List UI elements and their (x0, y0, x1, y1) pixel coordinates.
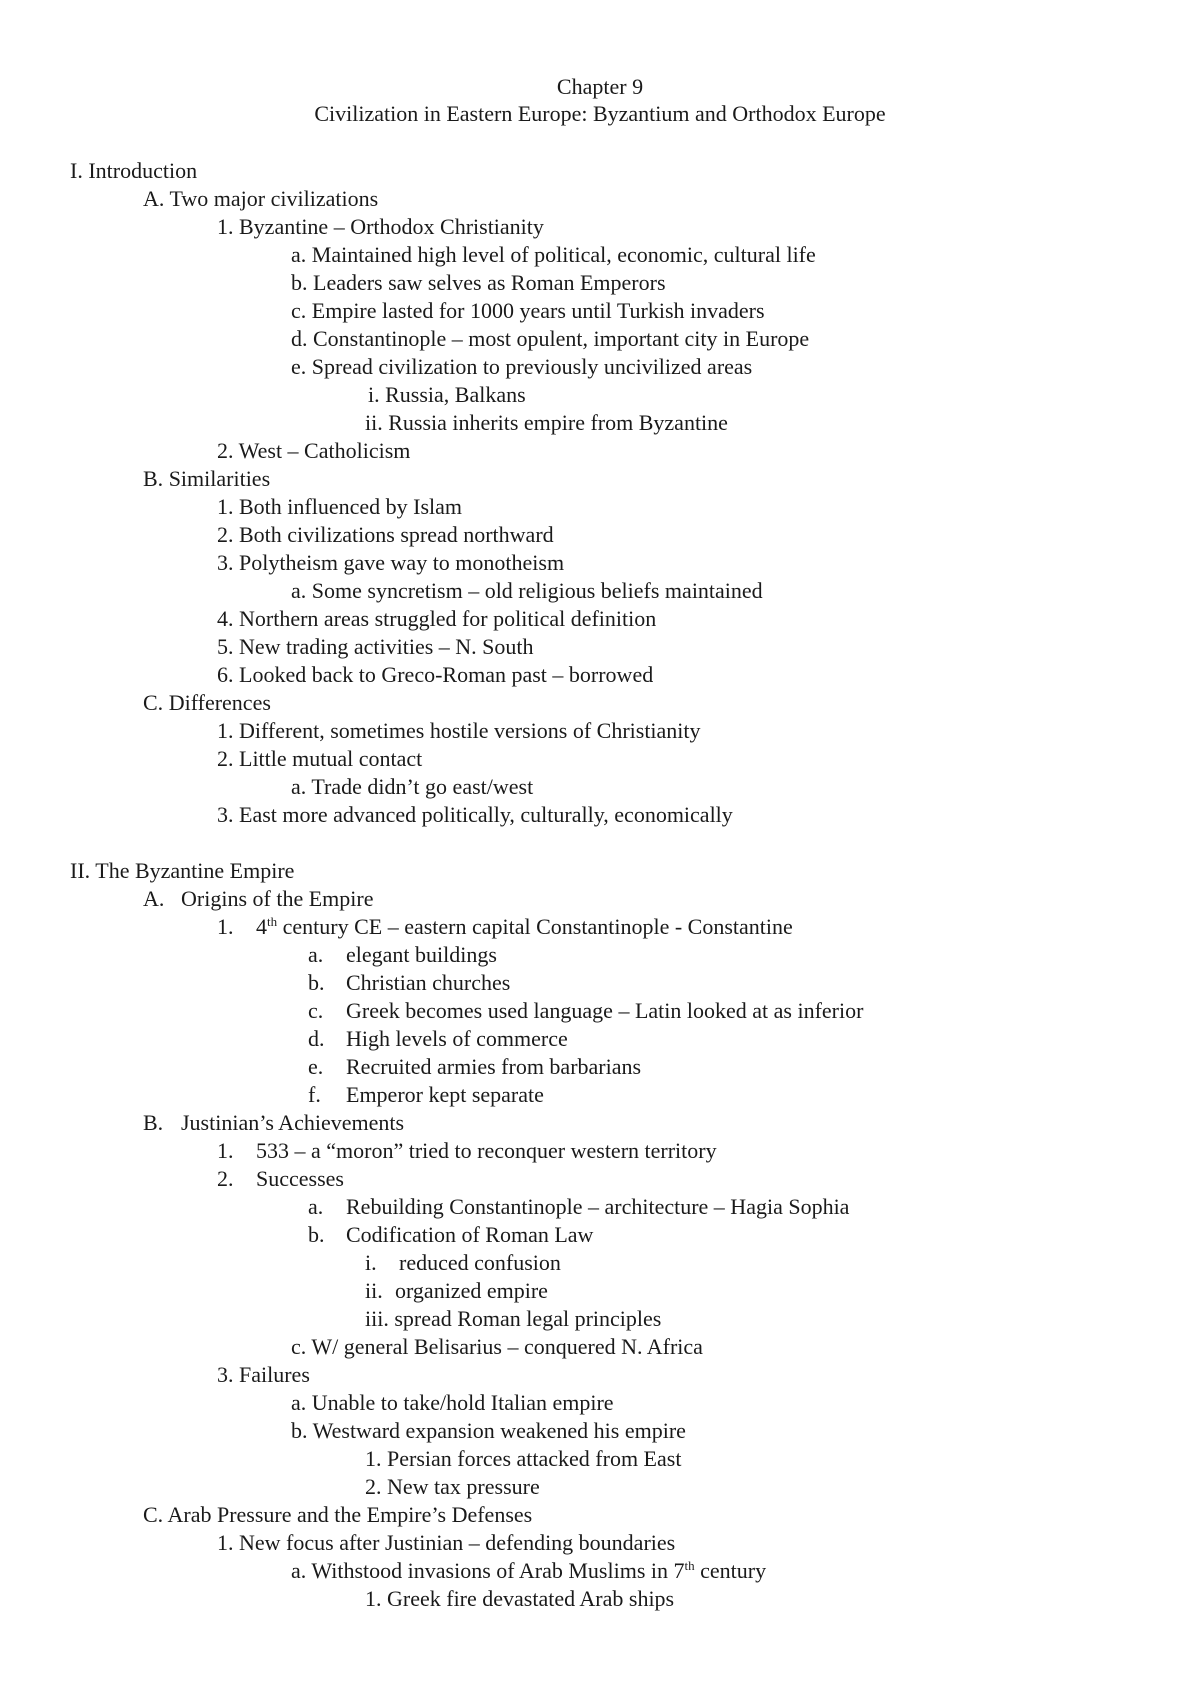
outline-item: a. Withstood invasions of Arab Muslims in 7th century (291, 1558, 767, 1583)
outline-item: c. Greek becomes used language – Latin looked at as inferior (308, 998, 864, 1023)
outline-item: 1. Persian forces attacked from East (365, 1446, 682, 1471)
outline-item: c. W/ general Belisarius – conquered N. Africa (291, 1334, 703, 1359)
outline-item: c. Empire lasted for 1000 years until Turkish invaders (291, 298, 765, 323)
document-title: Civilization in Eastern Europe: Byzantium and Orthodox Europe (314, 101, 886, 126)
outline-item: d. Constantinople – most opulent, important city in Europe (291, 326, 810, 351)
outline-item: 3. East more advanced politically, culturally, economically (217, 802, 733, 827)
outline-item: 6. Looked back to Greco-Roman past – borrowed (217, 662, 654, 687)
outline-item: 2. Both civilizations spread northward (217, 522, 554, 547)
outline-item: b. Christian churches (308, 970, 511, 995)
outline-item: 3. Polytheism gave way to monotheism (217, 550, 565, 575)
outline-item: e. Spread civilization to previously uncivilized areas (291, 354, 753, 379)
outline-item: 1. 4th century CE – eastern capital Constantinople - Constantine (217, 914, 793, 939)
outline-item: f. Emperor kept separate (308, 1082, 544, 1107)
outline-item: 2. New tax pressure (365, 1474, 540, 1499)
outline-item: 1. Byzantine – Orthodox Christianity (217, 214, 544, 239)
outline-item: A. Origins of the Empire (143, 886, 374, 911)
chapter-heading: Chapter 9 (556, 74, 644, 99)
outline-item: I. Introduction (70, 158, 198, 183)
outline-item: ii. Russia inherits empire from Byzantine (365, 410, 728, 435)
outline-item: A. Two major civilizations (143, 186, 379, 211)
outline-item: e. Recruited armies from barbarians (308, 1054, 642, 1079)
outline-item: 1. New focus after Justinian – defending boundaries (217, 1530, 676, 1555)
outline-item: 3. Failures (217, 1362, 310, 1387)
outline-item: i. Russia, Balkans (368, 382, 526, 407)
outline-item: a. Rebuilding Constantinople – architecture – Hagia Sophia (308, 1194, 850, 1219)
outline-item: 4. Northern areas struggled for political definition (217, 606, 657, 631)
outline-item: ii. organized empire (365, 1278, 548, 1303)
outline-item: II. The Byzantine Empire (70, 858, 295, 883)
outline-item: b. Leaders saw selves as Roman Emperors (291, 270, 666, 295)
outline-item: 1. Different, sometimes hostile versions of Christianity (217, 718, 701, 743)
outline-item: 2. Little mutual contact (217, 746, 423, 771)
outline-item: i. reduced confusion (365, 1250, 561, 1275)
outline-item: 2. West – Catholicism (217, 438, 411, 463)
outline-item: 1. Greek fire devastated Arab ships (365, 1586, 675, 1611)
outline-item: C. Differences (143, 690, 271, 715)
outline-item: 2. Successes (217, 1166, 344, 1191)
outline-item: b. Westward expansion weakened his empire (291, 1418, 686, 1443)
outline-item: d. High levels of commerce (308, 1026, 568, 1051)
outline-item: 1. Both influenced by Islam (217, 494, 463, 519)
outline-item: a. Trade didn’t go east/west (291, 774, 534, 799)
outline-item: iii. spread Roman legal principles (365, 1306, 662, 1331)
outline-item: B. Justinian’s Achievements (143, 1110, 405, 1135)
outline-item: a. elegant buildings (308, 942, 497, 967)
outline-item: 1. 533 – a “moron” tried to reconquer western territory (217, 1138, 717, 1163)
outline-item: a. Unable to take/hold Italian empire (291, 1390, 614, 1415)
outline-item: a. Maintained high level of political, economic, cultural life (291, 242, 816, 267)
outline-item: a. Some syncretism – old religious beliefs maintained (291, 578, 763, 603)
outline-item: B. Similarities (143, 466, 271, 491)
outline-item: C. Arab Pressure and the Empire’s Defenses (143, 1502, 533, 1527)
outline-item: 5. New trading activities – N. South (217, 634, 534, 659)
outline-item: b. Codification of Roman Law (308, 1222, 594, 1247)
